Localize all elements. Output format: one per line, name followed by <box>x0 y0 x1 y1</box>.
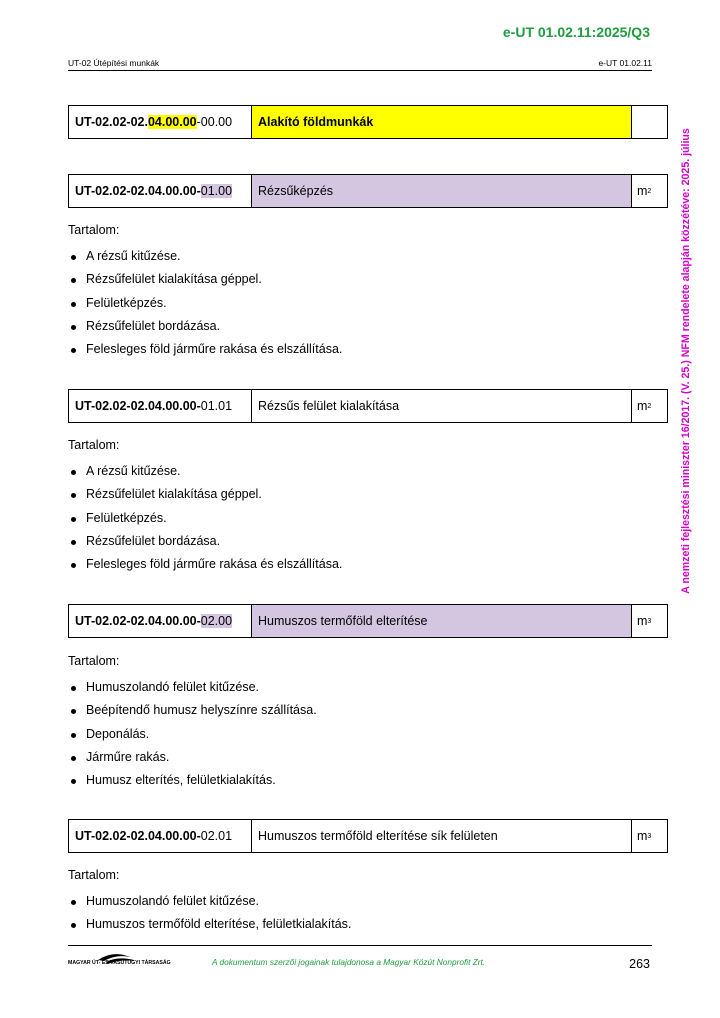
content-list <box>68 460 648 576</box>
item-unit <box>632 605 667 637</box>
list-item: Beépítendő humusz helyszínre szállítása. <box>68 699 648 722</box>
item-row-humuszos-sik <box>68 819 668 853</box>
unit-base: m <box>637 399 648 413</box>
footer-divider <box>68 945 652 946</box>
item-content <box>68 867 648 937</box>
content-heading: Tartalom: <box>68 223 120 237</box>
list-item: Rézsűfelület kialakítása géppel. <box>68 268 648 291</box>
code-prefix: UT-02.02-02.04.00.00- <box>75 614 201 628</box>
item-content <box>68 437 648 576</box>
unit-base: m <box>637 184 648 198</box>
document-code: e-UT 01.02.11:2025/Q3 <box>502 24 650 40</box>
list-item: Rézsűfelület bordázása. <box>68 315 648 338</box>
item-name: Humuszos termőföld elterítése <box>252 605 632 637</box>
item-row-rezsukepzes <box>68 174 668 208</box>
list-item: Humuszolandó felület kitűzése. <box>68 890 648 913</box>
list-item: Felületképzés. <box>68 292 648 315</box>
page-number: 263 <box>629 957 650 971</box>
side-note-text: A nemzeti fejlesztési miniszter 16/2017. (V. 25.) NFM rendelete alapján közzétéve: 2025. július <box>680 128 692 594</box>
list-item: Humusz elterítés, felületkialakítás. <box>68 769 648 792</box>
content-heading: Tartalom: <box>68 438 120 452</box>
list-item: Járműre rakás. <box>68 746 648 769</box>
item-name: Humuszos termőföld elterítése sík felületen <box>252 820 632 852</box>
item-code <box>69 820 252 852</box>
running-header <box>68 58 652 71</box>
item-content <box>68 222 648 361</box>
list-item: Deponálás. <box>68 723 648 746</box>
list-item: Felületképzés. <box>68 507 648 530</box>
item-code <box>69 390 252 422</box>
content-list <box>68 676 648 792</box>
item-row-alakito-foldmunkak <box>68 105 668 139</box>
code-highlight: 01.00 <box>200 184 233 198</box>
code-suffix: -00.00 <box>196 115 233 129</box>
list-item: Rézsűfelület kialakítása géppel. <box>68 483 648 506</box>
list-item: A rézsű kitűzése. <box>68 245 648 268</box>
item-code <box>69 106 252 138</box>
unit-base: m <box>637 614 648 628</box>
item-content <box>68 653 648 792</box>
copyright-notice: A dokumentum szerzői jogainak tulajdonosa a Magyar Közút Nonprofit Zrt. <box>212 957 486 967</box>
side-publication-note <box>678 96 694 626</box>
item-code <box>69 175 252 207</box>
header-doc-id: e-UT 01.02.11 <box>598 58 652 68</box>
list-item: Felesleges föld járműre rakása és elszállítása. <box>68 338 648 361</box>
code-prefix: UT-02.02-02. <box>75 115 148 129</box>
unit-exponent: 2 <box>647 402 652 410</box>
list-item: Humuszolandó felület kitűzése. <box>68 676 648 699</box>
item-row-humuszos-elterites <box>68 604 668 638</box>
code-highlight: 04.00.00 <box>147 115 197 129</box>
item-name: Alakító földmunkák <box>252 106 632 138</box>
item-name: Rézsűs felület kialakítása <box>252 390 632 422</box>
list-item: Felesleges föld járműre rakása és elszállítása. <box>68 553 648 576</box>
item-name: Rézsűképzés <box>252 175 632 207</box>
code-suffix: 02.01 <box>200 829 233 843</box>
code-prefix: UT-02.02-02.04.00.00- <box>75 829 201 843</box>
code-prefix: UT-02.02-02.04.00.00- <box>75 184 201 198</box>
list-item: Rézsűfelület bordázása. <box>68 530 648 553</box>
list-item: A rézsű kitűzése. <box>68 460 648 483</box>
item-unit <box>632 390 667 422</box>
item-unit <box>632 820 667 852</box>
item-row-rezsus-felulet <box>68 389 668 423</box>
header-chapter: UT-02 Útépítési munkák <box>68 58 160 68</box>
unit-exponent: 3 <box>647 832 652 840</box>
content-heading: Tartalom: <box>68 868 120 882</box>
item-unit <box>632 175 667 207</box>
item-unit <box>632 106 667 138</box>
list-item: Humuszos termőföld elterítése, felületkialakítás. <box>68 913 648 936</box>
society-logo-text: MAGYAR ÚT- ÉS VASÚTÜGYI TÁRSASÁG <box>68 960 171 966</box>
item-code <box>69 605 252 637</box>
unit-base: m <box>637 829 648 843</box>
unit-exponent: 3 <box>647 617 652 625</box>
content-heading: Tartalom: <box>68 654 120 668</box>
content-list <box>68 890 648 937</box>
code-prefix: UT-02.02-02.04.00.00- <box>75 399 201 413</box>
content-list <box>68 245 648 361</box>
code-highlight: 02.00 <box>200 614 233 628</box>
code-suffix: 01.01 <box>200 399 233 413</box>
unit-exponent: 2 <box>647 187 652 195</box>
